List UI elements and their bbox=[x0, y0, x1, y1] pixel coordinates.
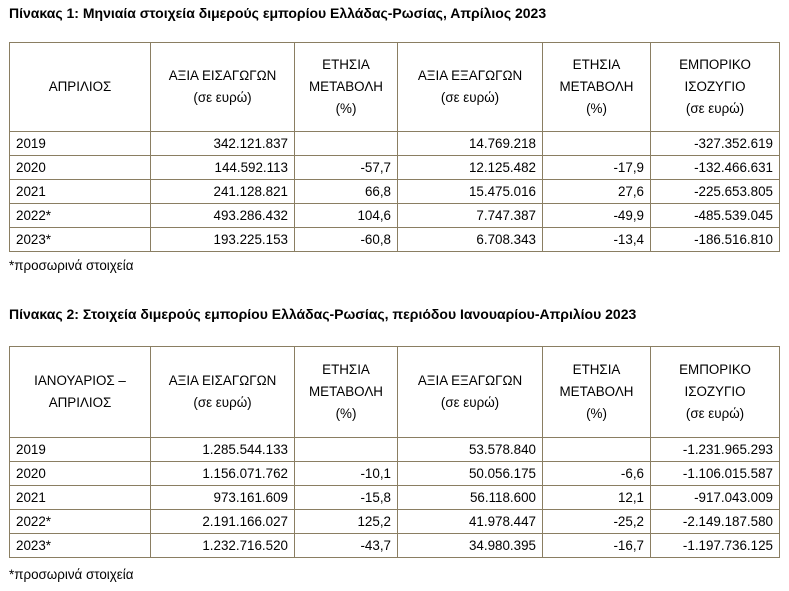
cell-exports: 56.118.600 bbox=[398, 486, 543, 510]
cell-imports-change: 125,2 bbox=[295, 510, 398, 534]
cell-exports-change bbox=[543, 438, 651, 462]
col-header-trade-balance: ΕΜΠΟΡΙΚΟ ΙΣΟΖΥΓΙΟ (σε ευρώ) bbox=[651, 43, 780, 132]
cell-exports: 53.578.840 bbox=[398, 438, 543, 462]
col-header-imports: ΑΞΙΑ ΕΙΣΑΓΩΓΩΝ (σε ευρώ) bbox=[151, 347, 295, 438]
cell-imports-change bbox=[295, 132, 398, 156]
cell-imports-change bbox=[295, 438, 398, 462]
cell-imports-change: -15,8 bbox=[295, 486, 398, 510]
table-row bbox=[10, 462, 780, 486]
cell-imports: 1.232.716.520 bbox=[151, 534, 295, 558]
col-header-exports-change: ΕΤΗΣΙΑ ΜΕΤΑΒΟΛΗ (%) bbox=[543, 43, 651, 132]
cell-exports-change: -6,6 bbox=[543, 462, 651, 486]
cell-exports: 50.056.175 bbox=[398, 462, 543, 486]
table-row bbox=[10, 132, 780, 156]
cell-imports: 144.592.113 bbox=[151, 156, 295, 180]
table1-caption: Πίνακας 1: Μηνιαία στοιχεία διμερούς εμπορίου Ελλάδας-Ρωσίας, Απρίλιος 2023 bbox=[9, 5, 547, 21]
cell-trade-balance: -225.653.805 bbox=[651, 180, 780, 204]
col-header-exports: ΑΞΙΑ ΕΞΑΓΩΓΩΝ (σε ευρώ) bbox=[398, 347, 543, 438]
cell-trade-balance: -132.466.631 bbox=[651, 156, 780, 180]
cell-imports-change: 104,6 bbox=[295, 204, 398, 228]
table2-header-row bbox=[10, 347, 780, 438]
cell-year: 2023* bbox=[10, 534, 151, 558]
cell-trade-balance: -327.352.619 bbox=[651, 132, 780, 156]
cell-exports-change: -49,9 bbox=[543, 204, 651, 228]
cell-imports-change: -10,1 bbox=[295, 462, 398, 486]
cell-year: 2019 bbox=[10, 132, 151, 156]
col-header-period: ΑΠΡΙΛΙΟΣ bbox=[10, 43, 151, 132]
cell-imports: 2.191.166.027 bbox=[151, 510, 295, 534]
cell-trade-balance: -2.149.187.580 bbox=[651, 510, 780, 534]
table-row bbox=[10, 228, 780, 252]
table2-footnote: *προσωρινά στοιχεία bbox=[9, 567, 134, 582]
col-header-trade-balance: ΕΜΠΟΡΙΚΟ ΙΣΟΖΥΓΙΟ (σε ευρώ) bbox=[651, 347, 780, 438]
cell-exports-change: -25,2 bbox=[543, 510, 651, 534]
table-row bbox=[10, 438, 780, 462]
col-header-period: ΙΑΝΟΥΑΡΙΟΣ – ΑΠΡΙΛΙΟΣ bbox=[10, 347, 151, 438]
cell-imports-change: -60,8 bbox=[295, 228, 398, 252]
cell-exports: 7.747.387 bbox=[398, 204, 543, 228]
col-header-imports-change: ΕΤΗΣΙΑ ΜΕΤΑΒΟΛΗ (%) bbox=[295, 347, 398, 438]
table1-monthly-trade bbox=[9, 42, 780, 252]
table1-header-row bbox=[10, 43, 780, 132]
table2-period-trade bbox=[9, 346, 780, 558]
cell-year: 2021 bbox=[10, 180, 151, 204]
cell-trade-balance: -917.043.009 bbox=[651, 486, 780, 510]
cell-imports: 973.161.609 bbox=[151, 486, 295, 510]
cell-year: 2022* bbox=[10, 510, 151, 534]
table-row bbox=[10, 156, 780, 180]
cell-exports: 15.475.016 bbox=[398, 180, 543, 204]
cell-trade-balance: -1.106.015.587 bbox=[651, 462, 780, 486]
table-row bbox=[10, 204, 780, 228]
table-row bbox=[10, 510, 780, 534]
cell-year: 2020 bbox=[10, 462, 151, 486]
cell-exports: 14.769.218 bbox=[398, 132, 543, 156]
cell-imports: 241.128.821 bbox=[151, 180, 295, 204]
col-header-exports-change: ΕΤΗΣΙΑ ΜΕΤΑΒΟΛΗ (%) bbox=[543, 347, 651, 438]
cell-exports-change: -13,4 bbox=[543, 228, 651, 252]
cell-year: 2021 bbox=[10, 486, 151, 510]
table-row bbox=[10, 486, 780, 510]
cell-exports-change: 12,1 bbox=[543, 486, 651, 510]
col-header-imports-change: ΕΤΗΣΙΑ ΜΕΤΑΒΟΛΗ (%) bbox=[295, 43, 398, 132]
cell-exports: 12.125.482 bbox=[398, 156, 543, 180]
cell-trade-balance: -1.231.965.293 bbox=[651, 438, 780, 462]
cell-exports-change bbox=[543, 132, 651, 156]
cell-year: 2023* bbox=[10, 228, 151, 252]
cell-exports: 6.708.343 bbox=[398, 228, 543, 252]
cell-exports-change: -16,7 bbox=[543, 534, 651, 558]
cell-exports: 41.978.447 bbox=[398, 510, 543, 534]
cell-imports: 193.225.153 bbox=[151, 228, 295, 252]
cell-imports: 493.286.432 bbox=[151, 204, 295, 228]
cell-year: 2019 bbox=[10, 438, 151, 462]
table2-caption: Πίνακας 2: Στοιχεία διμερούς εμπορίου Ελλάδας-Ρωσίας, περιόδου Ιανουαρίου-Απριλίου 2023 bbox=[9, 306, 637, 322]
cell-trade-balance: -1.197.736.125 bbox=[651, 534, 780, 558]
cell-year: 2020 bbox=[10, 156, 151, 180]
table-row bbox=[10, 180, 780, 204]
cell-imports: 1.156.071.762 bbox=[151, 462, 295, 486]
cell-imports: 342.121.837 bbox=[151, 132, 295, 156]
cell-exports-change: 27,6 bbox=[543, 180, 651, 204]
col-header-imports: ΑΞΙΑ ΕΙΣΑΓΩΓΩΝ (σε ευρώ) bbox=[151, 43, 295, 132]
cell-imports-change: -57,7 bbox=[295, 156, 398, 180]
table1-footnote: *προσωρινά στοιχεία bbox=[9, 258, 134, 273]
cell-imports-change: -43,7 bbox=[295, 534, 398, 558]
col-header-exports: ΑΞΙΑ ΕΞΑΓΩΓΩΝ (σε ευρώ) bbox=[398, 43, 543, 132]
cell-trade-balance: -485.539.045 bbox=[651, 204, 780, 228]
cell-trade-balance: -186.516.810 bbox=[651, 228, 780, 252]
cell-imports-change: 66,8 bbox=[295, 180, 398, 204]
cell-exports: 34.980.395 bbox=[398, 534, 543, 558]
table-row bbox=[10, 534, 780, 558]
cell-year: 2022* bbox=[10, 204, 151, 228]
cell-imports: 1.285.544.133 bbox=[151, 438, 295, 462]
cell-exports-change: -17,9 bbox=[543, 156, 651, 180]
